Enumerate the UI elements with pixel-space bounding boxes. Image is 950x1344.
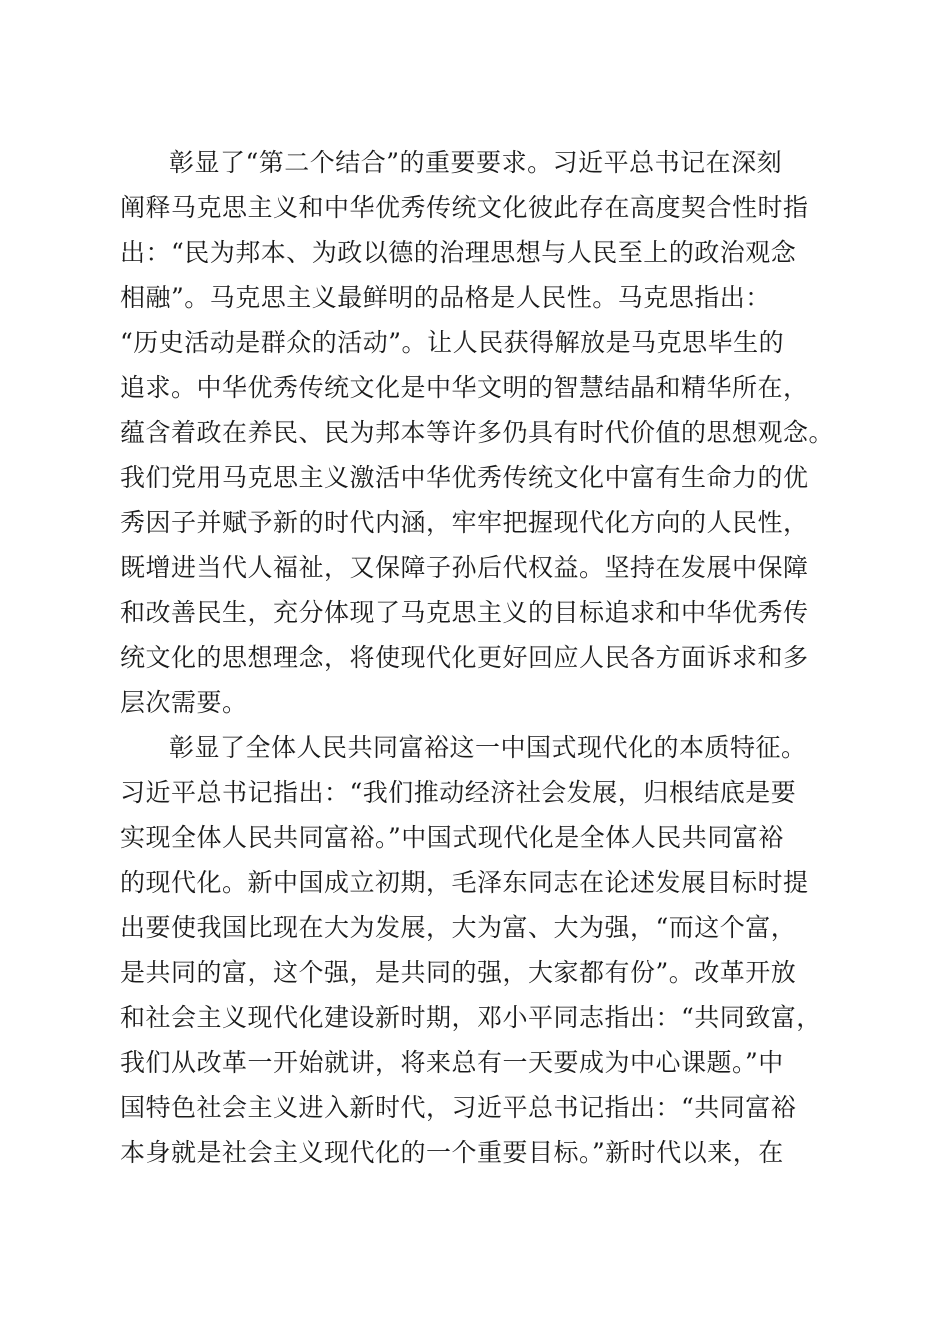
text-line: 我们从改革一开始就讲，将来总有一天要成为中心课题。”中: [120, 1048, 784, 1077]
text-line: 是共同的富，这个强，是共同的强，大家都有份”。改革开放: [120, 958, 797, 987]
text-line: 彰显了“第二个结合”的重要要求。习近平总书记在深刻: [169, 148, 783, 177]
text-line: 本身就是社会主义现代化的一个重要目标。”新时代以来，在: [120, 1138, 784, 1167]
text-line: 出：“民为邦本、为政以德的治理思想与人民至上的政治观念: [120, 238, 797, 267]
text-line: 蕴含着政在养民、民为邦本等许多仍具有时代价值的思想观念。: [120, 418, 835, 447]
text-line: 我们党用马克思主义激活中华优秀传统文化中富有生命力的优: [120, 463, 809, 492]
text-line: 的现代化。新中国成立初期，毛泽东同志在论述发展目标时提: [120, 868, 809, 897]
text-line: 习近平总书记指出：“我们推动经济社会发展，归根结底是要: [120, 778, 797, 807]
text-line: 和改善民生，充分体现了马克思主义的目标追求和中华优秀传: [120, 598, 809, 627]
text-line: 统文化的思想理念，将使现代化更好回应人民各方面诉求和多: [120, 643, 809, 672]
text-line: 出要使我国比现在大为发展，大为富、大为强，“而这个富，: [120, 913, 797, 942]
text-line: 相融”。马克思主义最鲜明的品格是人民性。马克思指出：: [120, 283, 771, 312]
paragraph-2: [120, 725, 840, 1175]
paragraph-1: [120, 140, 840, 725]
text-line: 秀因子并赋予新的时代内涵，牢牢把握现代化方向的人民性，: [120, 508, 809, 537]
text-line: 彰显了全体人民共同富裕这一中国式现代化的本质特征。: [169, 733, 807, 762]
text-line: 实现全体人民共同富裕。”中国式现代化是全体人民共同富裕: [120, 823, 784, 852]
text-line: 既增进当代人福祉，又保障子孙后代权益。坚持在发展中保障: [120, 553, 809, 582]
text-line: “历史活动是群众的活动”。让人民获得解放是马克思毕生的: [120, 328, 785, 357]
text-line: 阐释马克思主义和中华优秀传统文化彼此存在高度契合性时指: [120, 193, 809, 222]
text-line: 层次需要。: [120, 688, 248, 717]
text-line: 和社会主义现代化建设新时期，邓小平同志指出：“共同致富，: [120, 1003, 822, 1032]
text-line: 国特色社会主义进入新时代，习近平总书记指出：“共同富裕: [120, 1093, 797, 1122]
text-line: 追求。中华优秀传统文化是中华文明的智慧结晶和精华所在，: [120, 373, 809, 402]
document-body: [120, 140, 840, 1175]
